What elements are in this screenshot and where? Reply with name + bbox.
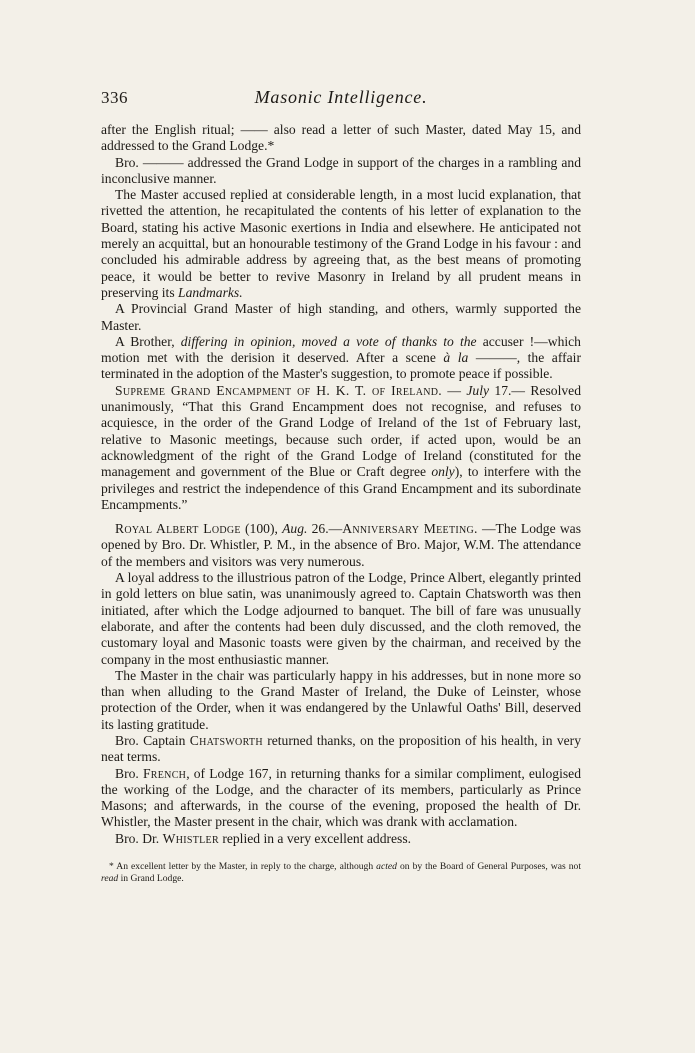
person-name: Chatsworth (189, 732, 263, 748)
paragraph (101, 733, 581, 766)
italic-text: read (101, 872, 119, 884)
section-heading: Royal Albert Lodge (115, 521, 241, 537)
italic-text: à la (443, 350, 469, 366)
text: 17.— Resolved unanimously, “That this Grand Encampment does not recognise, and refuses to acquiesce, in the order of the Grand Lodge of Ireland of the 1st of February last, relative to Masonic meetings, because such order, if acted upon, would be an acknowledgment of the right of the Grand Lodge of Ireland (constituted for the management and government of the Blue or Craft degree (101, 382, 582, 480)
text: * An excellent letter by the Master, in reply to the charge, although (109, 861, 377, 873)
footnote-text (101, 861, 581, 884)
section-heading: Anniversary Meeting. (342, 521, 478, 537)
italic-text: differing in opinion, moved a vote of thanks to the (180, 333, 477, 349)
paragraph (101, 301, 581, 334)
text: Bro. Captain (115, 732, 190, 748)
paragraph (101, 831, 581, 847)
text: A Brother, (115, 333, 181, 349)
paragraph (101, 334, 581, 383)
text: A Provincial Grand Master of high standing, and others, warmly supported the Master. (101, 301, 581, 333)
section-heading: Supreme Grand Encampment of H. K. T. of Ireland. (115, 382, 442, 398)
paragraph (101, 668, 581, 733)
page (101, 88, 581, 884)
text: The Master in the chair was particularly happy in his addresses, but in none more so than when alluding to the Grand Master of Ireland, the Duke of Leinster, whose protection of the Order, when it was endangered by the Unlawful Oaths' Bill, deserved its lasting gratitude. (101, 667, 581, 732)
text: in Grand Lodge. (118, 872, 184, 884)
italic-text: Landmarks. (178, 284, 243, 300)
paragraph (101, 521, 581, 570)
text: on by the Board of General Purposes, was not (396, 861, 581, 873)
paragraph (101, 187, 581, 301)
text: replied in a very excellent address. (218, 830, 412, 846)
italic-text: July (466, 382, 490, 398)
footnote (101, 861, 581, 884)
text: —The Lodge was opened by Bro. Dr. Whistler, P. M., in the absence of Bro. Major, W.M. The attendance of the members and visitors was very numerous. (101, 521, 582, 569)
person-name: Whistler (162, 830, 219, 846)
text: Bro. Dr. (115, 830, 163, 846)
italic-text: only (431, 464, 455, 480)
text: Bro. ——— addressed the Grand Lodge in support of the charges in a rambling and inconclusive manner. (101, 154, 581, 186)
text: returned thanks, on the proposition of his health, in very neat terms. (101, 732, 581, 765)
text: , of Lodge 167, in returning thanks for a similar compliment, eulogised the working of the Lodge, and the character of its members, particularly as Prince Masons; and afterwards, in the course of the evening, proposed the health of Dr. Whistler, the Master present in the chair, which was drank with acclamation. (101, 765, 581, 830)
text: The Master accused replied at considerable length, in a most lucid explanation, that rivetted the attention, he recapitulated the contents of his letter of explanation to the Board, stating his active Masonic exertions in India and elsewhere. He anticipated not merely an acquittal, but an honourable testimony of the Grand Lodge in his favour : and concluded his admirable address by agreeing that, as the best means of promoting peace, it would be better to revive Masonry in Ireland by all prudent means in preserving its (101, 187, 581, 300)
paragraph: Supreme Grand Encampment of H. K. T. of Ireland. — July 17.— Resolved unanimously, “That this Grand Encampment does not recognise, and refuses to acquiesce, in the order of the Grand Lodge of Ireland of the 1st of February last, relative to Masonic meetings, because such order, if acted upon, would be an acknowledgment of the right of the Grand Lodge of Ireland (constituted for the management and government of the Blue or Craft degree only), to interfere with the privileges and restrict the independence of this Grand Encampment and its subordinate Encampments.” (101, 382, 582, 512)
paragraph (101, 570, 581, 668)
page-number: 336 (101, 88, 128, 107)
italic-text: acted (376, 861, 397, 873)
italic-text: Aug. (282, 521, 308, 537)
text: 26.— (307, 521, 343, 537)
text: A loyal address to the illustrious patron of the Lodge, Prince Albert, elegantly printed in gold letters on blue satin, was unanimously agreed to. Captain Chatsworth was then initiated, after which the Lodge adjourned to banquet. The bill of fare was unusually elaborate, and after the contents had been duly discussed, and the cloth removed, the customary loyal and Masonic toasts were given by the chairman, and received by the company in the most enthusiastic manner. (101, 570, 581, 667)
text: ———, the affair terminated in the adoption of the Master's suggestion, to promote peace if possible. (101, 350, 581, 382)
text: (100), (240, 521, 283, 537)
running-title: Masonic Intelligence. (254, 87, 428, 107)
page-header (101, 88, 581, 122)
article-body (101, 122, 581, 847)
text: ), to interfere with the privileges and restrict the independence of this Grand Encampment and its subordinate Encampments.” (101, 464, 582, 512)
text: Bro. (115, 765, 143, 781)
person-name: French (142, 765, 187, 781)
paragraph (101, 155, 581, 188)
paragraph (101, 122, 581, 155)
text: accuser !—which motion met with the derision it deserved. After a scene (101, 333, 581, 366)
paragraph (101, 766, 581, 831)
text: after the English ritual; —— also read a letter of such Master, dated May 15, and addressed to the Grand Lodge.* (101, 122, 581, 154)
